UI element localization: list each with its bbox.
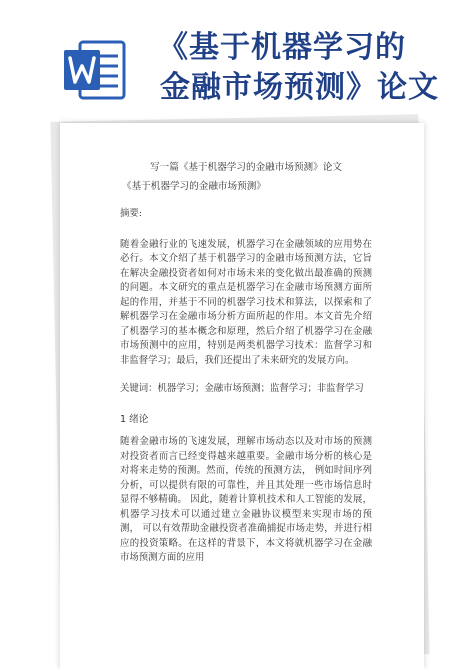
document-page	[60, 123, 424, 669]
document-title-line-2: 金融市场预测》论文	[160, 70, 439, 105]
abstract-label: 摘要:	[120, 208, 142, 219]
section-1-title: 1 绪论	[120, 413, 149, 425]
document-title-line-1: 《基于机器学习的	[158, 30, 406, 65]
document-subheading: 《基于机器学习的金融市场预测》	[122, 180, 266, 192]
word-icon	[62, 38, 126, 102]
section-1-paragraph: 随着金融市场的飞速发展，理解市场动态以及对市场的预测对投资者而言已经变得越来越重要。金融市场分析的核心是对将来走势的预测。然而，传统的预测方法， 例如时间序列分析，可以提供有限的可靠性，并且其处理一些市场信息时显得不够精确。 因此，随着计算机技术和人工智能的发展，机器学习技术可以通过建立金融协议模型来实现市场的预测， 可以有效帮助金融投资者准确捕捉市场走势，并进行相应的投资策略。在这样的背景下，本文将就机器学习在金融市场预测方面的应用	[120, 436, 372, 563]
keywords-line: 关键词：机器学习；金融市场预测；监督学习；非监督学习	[120, 383, 364, 394]
document-body	[120, 161, 372, 580]
document-heading: 写一篇《基于机器学习的金融市场预测》论文	[150, 162, 342, 173]
abstract-paragraph: 随着金融行业的飞速发展，机器学习在金融领域的应用势在必行。本文介绍了基于机器学习的金融市场预测方法，它旨在解决金融投资者如何对市场未来的变化做出最准确的预测的问题。本文研究的重点是机器学习在金融市场预测方面所起的作用，并基于不同的机器学习技术和算法，以探索和了解机器学习在金融市场分析方面所起的作用。本文首先介绍了机器学习的基本概念和原理，然后介绍了机器学习在金融市场预测中的应用，特别是两类机器学习技术：监督学习和非监督学习；最后，我们还提出了未来研究的发展方向。	[120, 238, 372, 366]
header-banner	[0, 0, 474, 118]
